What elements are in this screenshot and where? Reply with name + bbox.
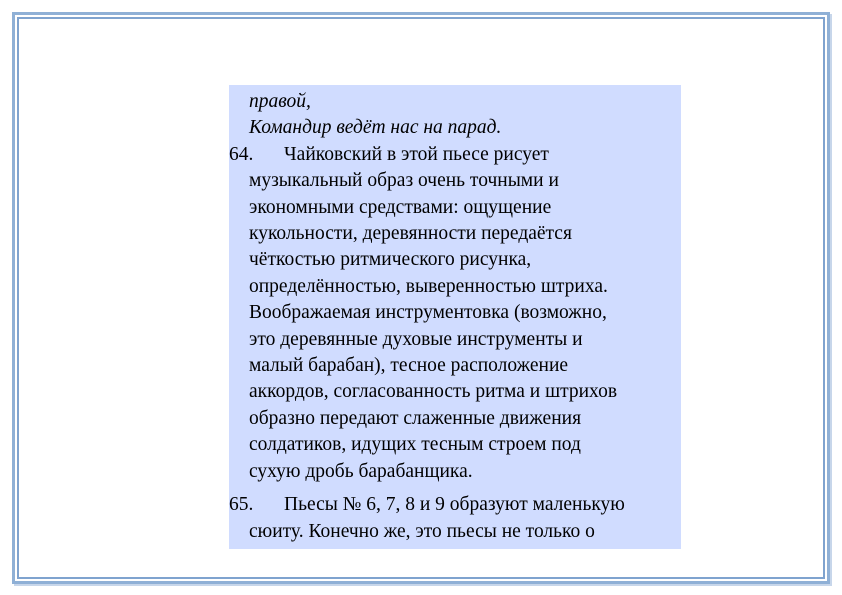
poem-line: правой, — [249, 91, 311, 112]
paragraph-number: 64. — [229, 143, 254, 165]
paragraph-line: сюиту. Конечно же, это пьесы не только о — [249, 520, 595, 542]
paragraph-line: малый барабан), тесное расположение — [249, 355, 569, 377]
paragraph-line: экономными средствами: ощущение — [249, 196, 552, 218]
paragraph-64 — [229, 142, 671, 485]
paragraph-65 — [229, 492, 671, 545]
paragraph-line: определённостью, выверенностью штриха. — [249, 275, 608, 297]
paragraph-line: аккордов, согласованность ритма и штрихов — [249, 381, 618, 403]
paragraph-line: образно передают слаженные движения — [249, 407, 582, 429]
paragraph-line: Воображаемая инструментовка (возможно, — [249, 302, 607, 324]
poem-line: Командир ведёт нас на парад. — [249, 117, 502, 139]
paragraph-line: музыкальный образ очень точными и — [249, 170, 559, 192]
paragraph-line: Пьесы № 6, 7, 8 и 9 образуют маленькую — [284, 494, 625, 516]
paragraph-line: это деревянные духовые инструменты и — [249, 328, 583, 350]
paragraph-number: 65. — [229, 494, 254, 516]
text-content-box — [229, 85, 681, 549]
paragraph-line: Чайковский в этой пьесе рисует — [284, 143, 549, 165]
paragraph-line: чёткостью ритмического рисунка, — [249, 249, 532, 271]
paragraph-line: кукольности, деревянности передаётся — [249, 223, 572, 245]
paragraph-line: сухую дробь барабанщика. — [249, 460, 473, 482]
paragraph-line: солдатиков, идущих тесным строем под — [249, 434, 581, 456]
